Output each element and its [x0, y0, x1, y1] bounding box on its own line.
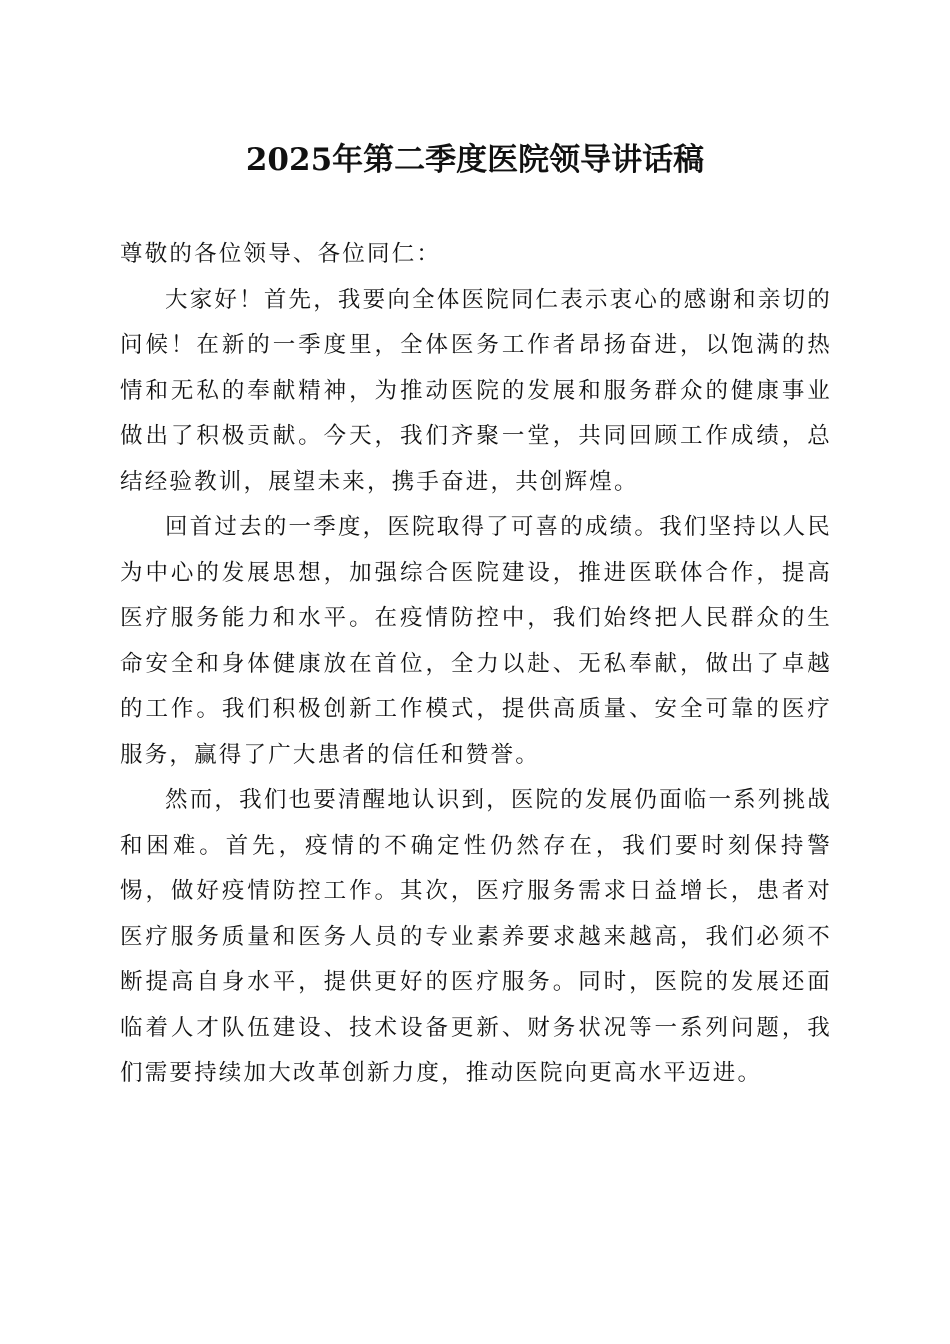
salutation: 尊敬的各位领导、各位同仁：: [120, 241, 442, 267]
paragraph-3: 然而，我们也要清醒地认识到，医院的发展仍面临一系列挑战和困难。首先，疫情的不确定性仍然存在，我们要时刻保持警惕，做好疫情防控工作。其次，医疗服务需求日益增长，患者对医疗服务质量和医务人员的专业素养要求越来越高，我们必须不断提高自身水平，提供更好的医疗服务。同时，医院的发展还面临着人才队伍建设、技术设备更新、财务状况等一系列问题，我们需要持续加大改革创新力度，推动医院向更高水平迈进。: [120, 787, 832, 1086]
document-body: [120, 232, 832, 1097]
paragraph-2: 回首过去的一季度，医院取得了可喜的成绩。我们坚持以人民为中心的发展思想，加强综合医院建设，推进医联体合作，提高医疗服务能力和水平。在疫情防控中，我们始终把人民群众的生命安全和身体健康放在首位，全力以赴、无私奉献，做出了卓越的工作。我们积极创新工作模式，提供高质量、安全可靠的医疗服务，赢得了广大患者的信任和赞誉。: [120, 514, 832, 768]
paragraph-1: 大家好！首先，我要向全体医院同仁表示衷心的感谢和亲切的问候！在新的一季度里，全体医务工作者昂扬奋进，以饱满的热情和无私的奉献精神，为推动医院的发展和服务群众的健康事业做出了积极贡献。今天，我们齐聚一堂，共同回顾工作成绩，总结经验教训，展望未来，携手奋进，共创辉煌。: [120, 286, 832, 495]
document-title: 2025年第二季度医院领导讲话稿: [245, 142, 705, 178]
